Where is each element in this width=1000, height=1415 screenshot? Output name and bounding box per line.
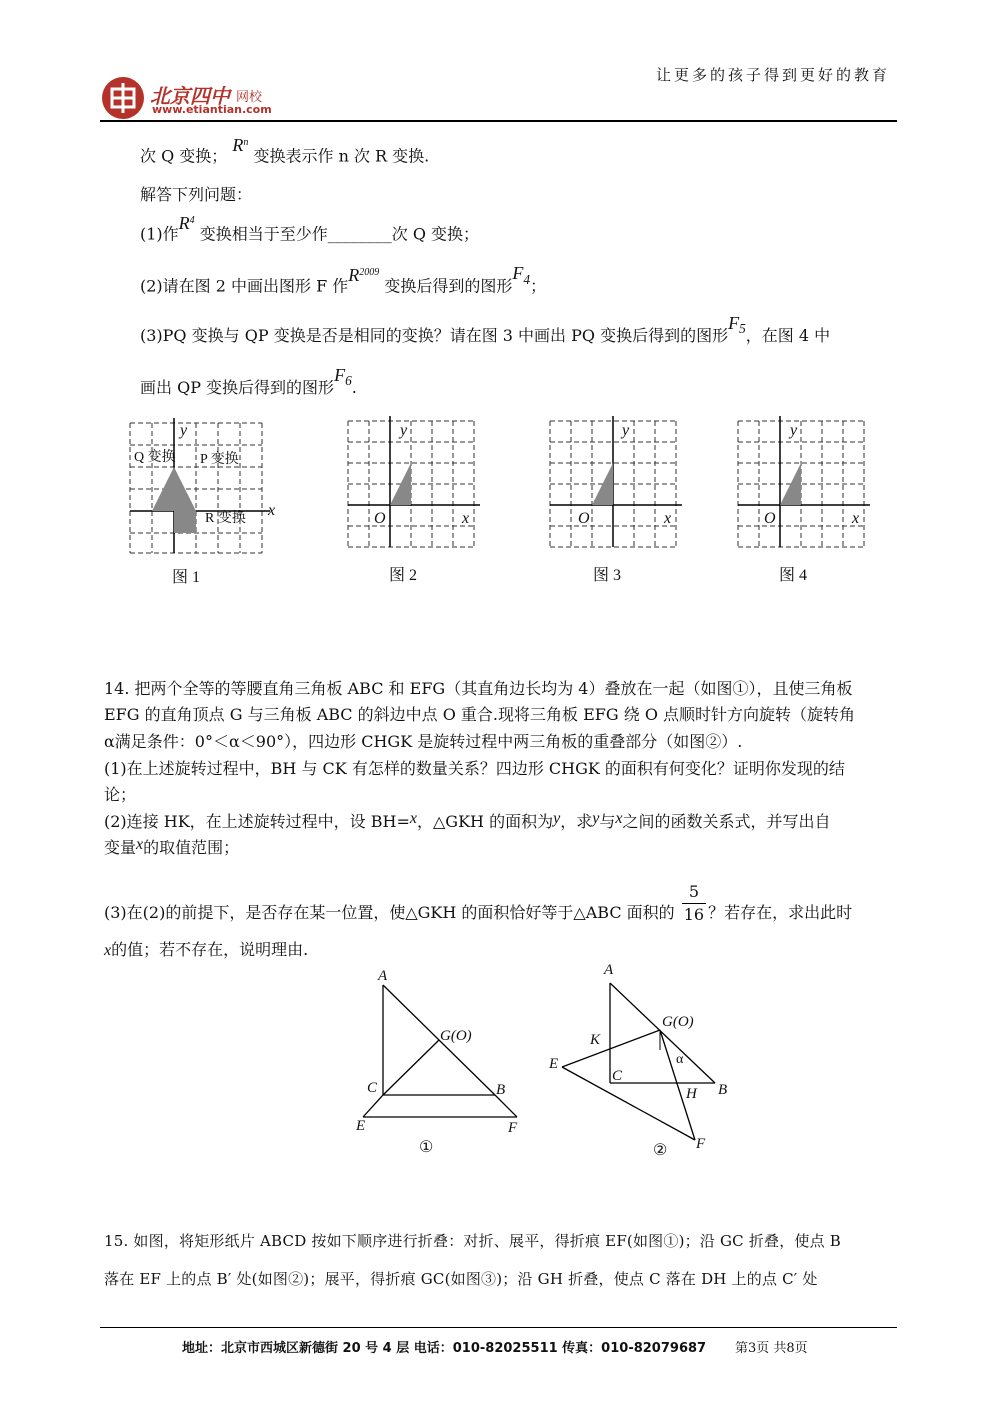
footer-contact: 地址：北京市西城区新德街 20 号 4 层 电话：010-82025511 传真：010-82079687 [182,1341,707,1356]
fig2-axis-x: x [462,510,470,527]
q13-part2: (2)请在图 2 中画出图形 F 作$R^{2009}$ 变换后得到的图形$F_4$； [140,263,547,296]
figure-2-grid [343,416,483,556]
header-rule [100,120,897,122]
q14-line8: (3)在(2)的前提下，是否存在某一位置，使△GKH 的面积恰好等于△ABC 面积的 $\frac{5}{16}$ ？若存在，求出此时 [104,882,853,924]
fig2-angle-alpha: α [676,1052,684,1067]
logo-name: 北京四中 [150,84,230,108]
fig3-axis-x: x [664,510,672,527]
q14-line5: 论； [104,785,137,804]
q15-line1: 15. 如图，将矩形纸片 ABCD 按如下顺序进行折叠：对折、展平，得折痕 EF(如图①)；沿 GC 折叠，使点 B [104,1232,842,1250]
q14-line6: (2)连接 HK，在上述旋转过程中，设 BH=x，△GKH 的面积为y，求y与x之间的函数关系式，并写出自 [104,810,831,831]
q14-line7: 变量x的取值范围； [104,836,240,857]
fig1-label-q: Q 变换 [134,450,176,465]
q13-prompt: 解答下列问题： [140,185,253,204]
fig2-point-b: B [718,1082,728,1098]
q14-line1: 14. 把两个全等的等腰直角三角板 ABC 和 EFG（其直角边长均为 4）叠放在一起（如图①），且使三角板 [104,679,853,698]
fig1-label-r: R 变换 [205,511,246,526]
fig2-point-f: F [696,1136,706,1152]
footer-page-number: 第3页 共8页 [735,1341,808,1356]
logo-url: www.etiantian.com [152,103,272,116]
fig2-point-k: K [590,1032,601,1048]
fig2-point-e: E [549,1056,559,1072]
q13-line1: 次 Q 变换； $R^n$ 变换表示作 n 次 R 变换. [140,135,430,166]
q13-part1: (1)作$R^4$ 变换相当于至少作________次 Q 变换； [140,213,480,244]
fig3-origin: O [578,510,590,527]
q15-line2: 落在 EF 上的点 B′ 处(如图②)；展平，得折痕 GC(如图③)；沿 GH 折叠，使点 C 落在 DH 上的点 C′ 处 [104,1270,818,1288]
q14-line2: EFG 的直角顶点 G 与三角板 ABC 的斜边中点 O 重合.现将三角板 EFG 绕 O 点顺时针方向旋转（旋转角 [104,705,856,724]
fig1-label-p: P 变换 [200,452,239,467]
fig1-caption: ① [419,1137,434,1156]
fig2-point-c: C [612,1068,623,1084]
logo-seal-icon [100,75,148,121]
fig2-caption: 图 2 [389,567,418,584]
fig1-point-c: C [367,1080,378,1096]
fig1-axis-x: x [268,502,276,519]
q14-line9: x的值；若不存在，说明理由. [104,940,309,959]
footer-rule [100,1327,897,1328]
figure-4-grid [733,416,873,556]
fig4-caption: 图 4 [779,567,808,584]
fig1-axis-y: y [180,422,188,439]
q13-part3-cont: 画出 QP 变换后得到的图形$F_6$. [140,365,357,397]
fig2-caption: ② [653,1140,668,1159]
fig1-point-b: B [496,1082,506,1098]
q14-figure-1 [355,975,530,1145]
q14-figure-2 [550,975,730,1150]
fig2-point-g: G(O) [662,1014,694,1030]
fraction-denominator: 16 [683,905,705,924]
q14-line4: (1)在上述旋转过程中，BH 与 CK 有怎样的数量关系？四边形 CHGK 的面积有何变化？证明你发现的结 [104,759,845,778]
fig4-origin: O [764,510,776,527]
fig2-origin: O [374,510,386,527]
header-slogan: 让更多的孩子得到更好的教育 [656,66,891,84]
logo-wang: 网校 [236,90,263,105]
figure-1-grid [125,418,275,558]
fig3-axis-y: y [622,422,630,439]
fraction-numerator: 5 [682,881,706,904]
fig1-point-e: E [356,1118,366,1134]
fig4-axis-x: x [852,510,860,527]
fig1-point-f: F [508,1120,518,1136]
fig3-caption: 图 3 [593,567,622,584]
fig1-point-a: A [378,968,388,984]
q14-line3: α满足条件：0°＜α＜90°），四边形 CHGK 是旋转过程中两三角板的重叠部分（如图②）. [104,732,743,751]
fig1-point-g: G(O) [440,1028,472,1044]
q13-part3: (3)PQ 变换与 QP 变换是否是相同的变换？请在图 3 中画出 PQ 变换后得到的图形$F_5$，在图 4 中 [140,313,831,345]
fig2-point-a: A [604,962,614,978]
fig2-point-h: H [686,1086,697,1102]
figure-3-grid [545,416,685,556]
fig4-axis-y: y [790,422,798,439]
fig2-axis-y: y [400,422,408,439]
fig1-caption: 图 1 [172,569,201,586]
